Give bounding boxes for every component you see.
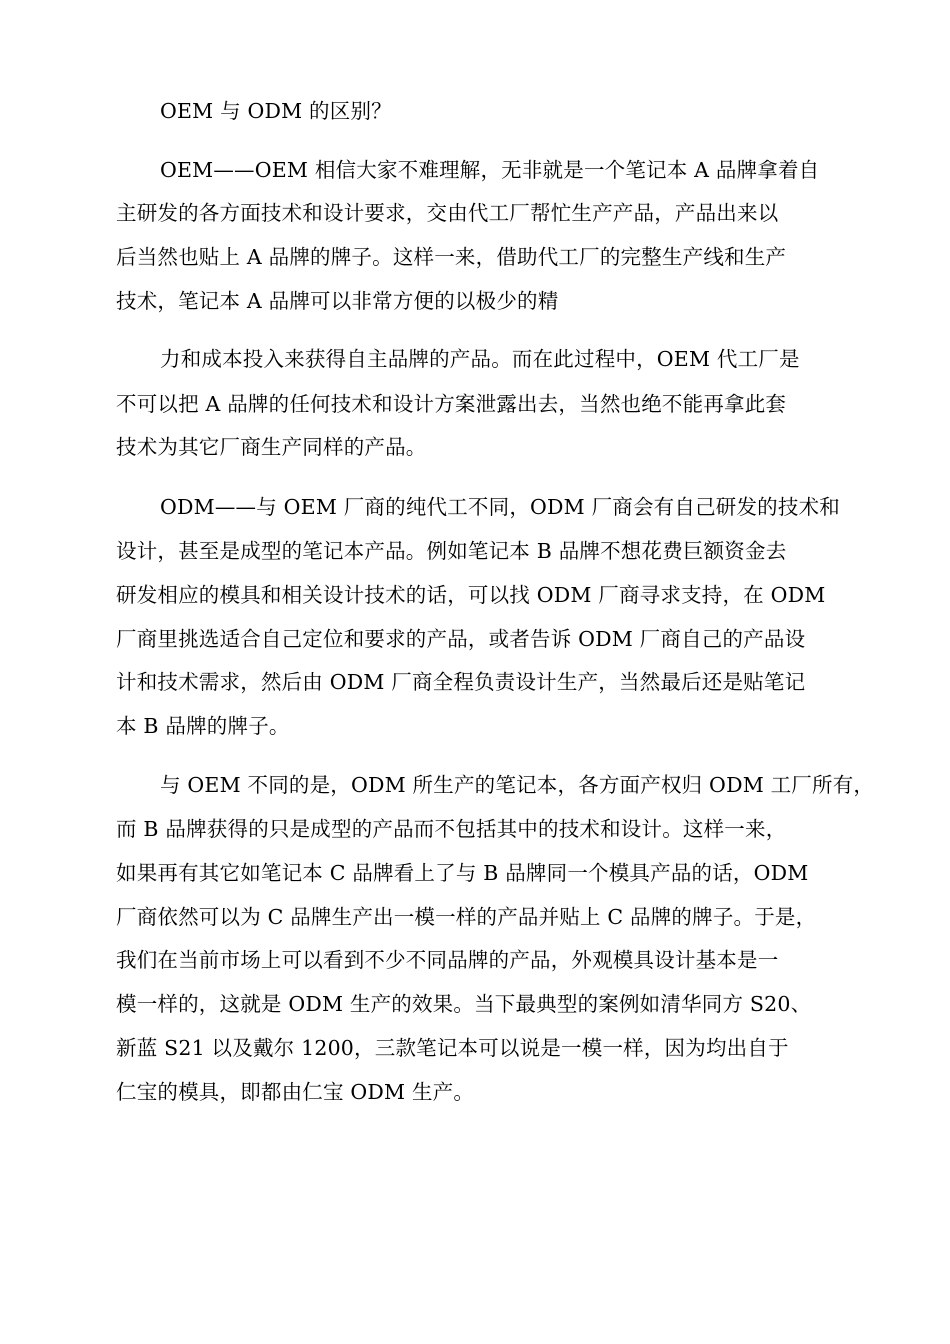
paragraph-4-line-3: 如果再有其它如笔记本 C 品牌看上了与 B 品牌同一个模具产品的话，ODM [116,861,809,885]
paragraph-4-line-8: 仁宝的模具，即都由仁宝 ODM 生产。 [116,1080,475,1104]
paragraph-4-line-2: 而 B 品牌获得的只是成型的产品而不包括其中的技术和设计。这样一来， [116,817,787,841]
paragraph-3-line-1: ODM——与 OEM 厂商的纯代工不同，ODM 厂商会有自己研发的技术和 [160,495,840,519]
paragraph-2-line-2: 不可以把 A 品牌的任何技术和设计方案泄露出去，当然也绝不能再拿此套 [116,392,787,416]
paragraph-1-line-1: OEM——OEM 相信大家不难理解，无非就是一个笔记本 A 品牌拿着自 [160,158,820,182]
paragraph-2-line-1: 力和成本投入来获得自主品牌的产品。而在此过程中，OEM 代工厂是 [160,347,800,371]
paragraph-1-line-4: 技术，笔记本 A 品牌可以非常方便的以极少的精 [116,289,559,313]
paragraph-4-line-4: 厂商依然可以为 C 品牌生产出一模一样的产品并贴上 C 品牌的牌子。于是， [116,905,817,929]
paragraph-3-line-5: 计和技术需求，然后由 ODM 厂商全程负责设计生产，当然最后还是贴笔记 [116,670,806,694]
paragraph-1-line-2: 主研发的各方面技术和设计要求，交由代工厂帮忙生产产品，产品出来以 [116,201,779,225]
paragraph-4-line-6: 模一样的，这就是 ODM 生产的效果。当下最典型的案例如清华同方 S20、 [116,992,812,1016]
paragraph-4-line-1: 与 OEM 不同的是，ODM 所生产的笔记本，各方面产权归 ODM 工厂所有， [160,773,875,797]
paragraph-3-line-6: 本 B 品牌的牌子。 [116,714,290,738]
document-title: OEM 与 ODM 的区别？ [160,99,392,123]
paragraph-2-line-3: 技术为其它厂商生产同样的产品。 [116,435,427,459]
paragraph-3-line-3: 研发相应的模具和相关设计技术的话，可以找 ODM 厂商寻求支持，在 ODM [116,583,826,607]
paragraph-4-line-7: 新蓝 S21 以及戴尔 1200，三款笔记本可以说是一模一样，因为均出自于 [116,1036,789,1060]
paragraph-3-line-2: 设计，甚至是成型的笔记本产品。例如笔记本 B 品牌不想花费巨额资金去 [116,539,787,563]
paragraph-3-line-4: 厂商里挑选适合自己定位和要求的产品，或者告诉 ODM 厂商自己的产品设 [116,627,806,651]
paragraph-4-line-5: 我们在当前市场上可以看到不少不同品牌的产品，外观模具设计基本是一 [116,948,779,972]
paragraph-1-line-3: 后当然也贴上 A 品牌的牌子。这样一来，借助代工厂的完整生产线和生产 [116,245,787,269]
